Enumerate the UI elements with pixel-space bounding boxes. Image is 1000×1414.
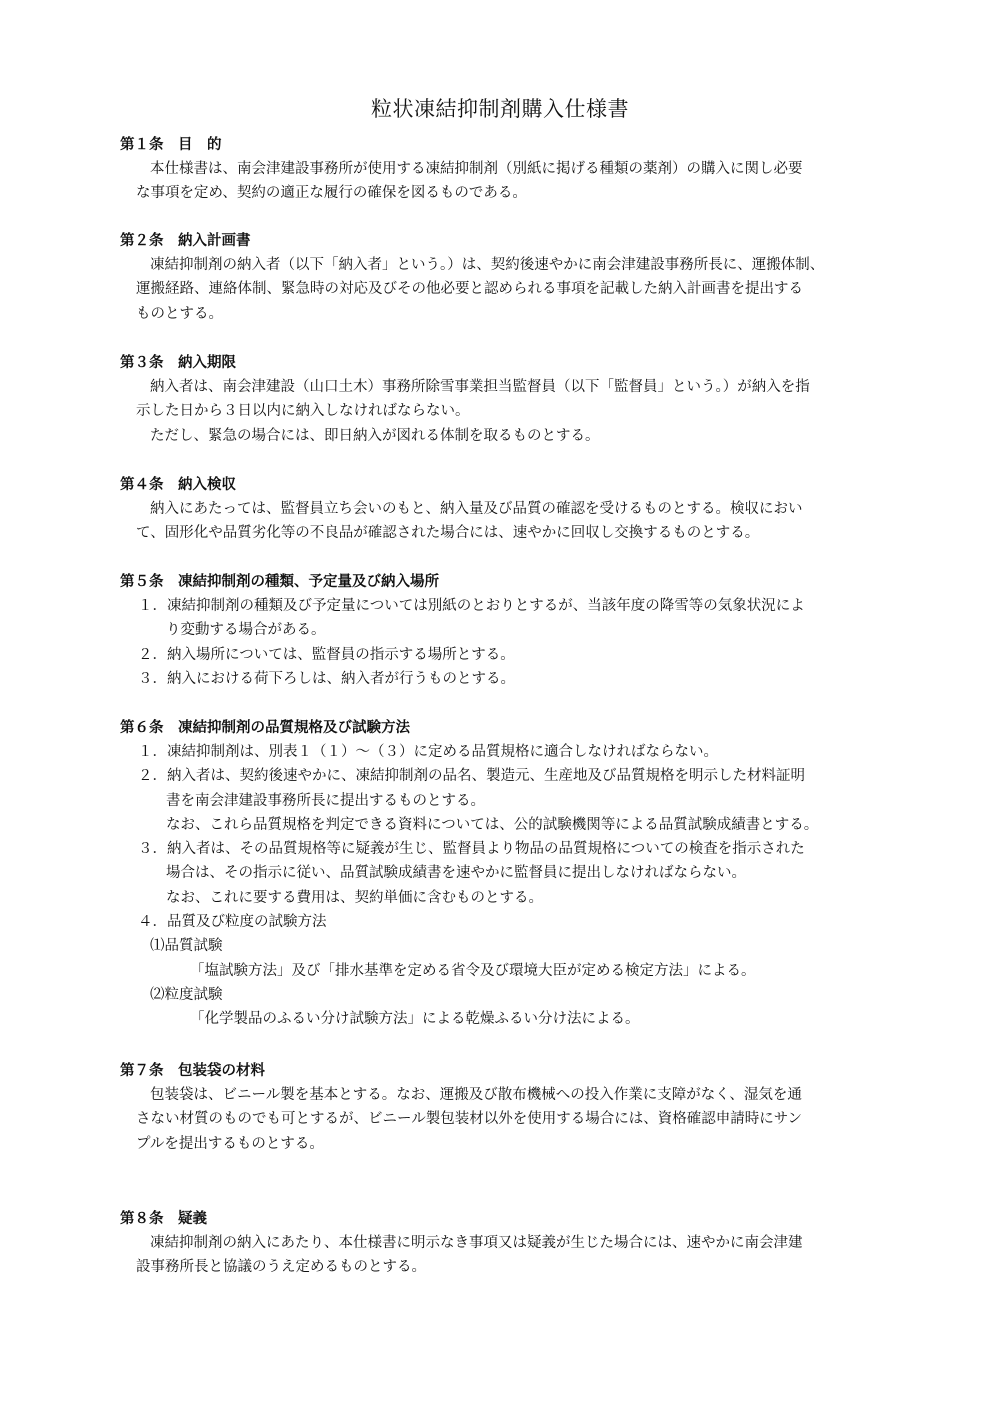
paragraph-line: ただし、緊急の場合には、即日納入が図れる体制を取るものとする。 xyxy=(150,427,600,444)
paragraph-line: り変動する場合がある。 xyxy=(166,622,326,639)
paragraph-line: 納入者は、南会津建設（山口土木）事務所除雪事業担当監督員（以下「監督員」という。）が納入を指 xyxy=(150,379,810,395)
article-7 xyxy=(120,1059,920,1156)
paragraph-line: なお、これに要する費用は、契約単価に含むものとする。 xyxy=(166,889,543,906)
article-heading: 第３条 納入期限 xyxy=(120,355,236,371)
paragraph-line: な事項を定め、契約の適正な履行の確保を図るものである。 xyxy=(136,185,527,202)
paragraph-line: なお、これら品質規格を判定できる資料については、公的試験機関等による品質試験成績書とする。 xyxy=(166,816,819,833)
paragraph-line: 凍結抑制剤の納入者（以下「納入者」という。）は、契約後速やかに南会津建設事務所長に、運搬体制、 xyxy=(150,257,825,273)
list-item: ３．納入者は、その品質規格等に疑義が生じ、監督員より物品の品質規格についての検査を指示された xyxy=(138,841,805,858)
paragraph-line: 示した日から３日以内に納入しなければならない。 xyxy=(136,403,470,420)
list-item: ３．納入における荷下ろしは、納入者が行うものとする。 xyxy=(138,670,515,687)
article-1 xyxy=(120,133,920,206)
list-item: ４．品質及び粒度の試験方法 xyxy=(138,914,327,931)
list-item: １．凍結抑制剤は、別表１（１）～（３）に定める品質規格に適合しなければならない。 xyxy=(138,744,718,760)
paragraph-line: ものとする。 xyxy=(136,305,223,322)
article-6 xyxy=(120,716,920,1032)
sub-item-heading: ⑵粒度試験 xyxy=(150,986,223,1003)
article-heading: 第６条 凍結抑制剤の品質規格及び試験方法 xyxy=(120,720,410,736)
article-heading: 第２条 納入計画書 xyxy=(120,233,251,249)
paragraph-line: 運搬経路、連絡体制、緊急時の対応及びその他必要と認められる事項を記載した納入計画書を提出する xyxy=(136,281,803,298)
article-2 xyxy=(120,229,920,326)
article-8 xyxy=(120,1207,920,1280)
article-3 xyxy=(120,351,920,448)
paragraph-line: プルを提出するものとする。 xyxy=(136,1135,324,1152)
paragraph-line: て、固形化や品質劣化等の不良品が確認された場合には、速やかに回収し交換するものとする。 xyxy=(136,525,760,542)
paragraph-line: 設事務所長と協議のうえ定めるものとする。 xyxy=(136,1259,426,1276)
article-heading: 第４条 納入検収 xyxy=(120,477,236,493)
paragraph-line: 「化学製品のふるい分け試験方法」による乾燥ふるい分け法による。 xyxy=(190,1011,640,1028)
article-heading: 第８条 疑義 xyxy=(120,1211,207,1227)
list-item: １．凍結抑制剤の種類及び予定量については別紙のとおりとするが、当該年度の降雪等の気象状況によ xyxy=(138,598,805,614)
list-item: ２．納入場所については、監督員の指示する場所とする。 xyxy=(138,646,515,663)
article-5 xyxy=(120,570,920,691)
document-title: 粒状凍結抑制剤購入仕様書 xyxy=(371,97,629,121)
paragraph-line: 包装袋は、ビニール製を基本とする。なお、運搬及び散布機械への投入作業に支障がなく、湿気を通 xyxy=(150,1087,802,1103)
paragraph-line: 納入にあたっては、監督員立ち会いのもと、納入量及び品質の確認を受けるものとする。検収におい xyxy=(150,501,803,517)
sub-item-heading: ⑴品質試験 xyxy=(150,938,223,955)
paragraph-line: 凍結抑制剤の納入にあたり、本仕様書に明示なき事項又は疑義が生じた場合には、速やかに南会津建 xyxy=(150,1235,803,1251)
article-4 xyxy=(120,473,920,546)
paragraph-line: 本仕様書は、南会津建設事務所が使用する凍結抑制剤（別紙に掲げる種類の薬剤）の購入に関し必要 xyxy=(150,161,803,177)
paragraph-line: さない材質のものでも可とするが、ビニール製包装材以外を使用する場合には、資格確認申請時にサン xyxy=(136,1111,802,1128)
list-item: ２．納入者は、契約後速やかに、凍結抑制剤の品名、製造元、生産地及び品質規格を明示した材料証明 xyxy=(138,768,805,785)
article-heading: 第５条 凍結抑制剤の種類、予定量及び納入場所 xyxy=(120,574,439,590)
paragraph-line: 場合は、その指示に従い、品質試験成績書を速やかに監督員に提出しなければならない。 xyxy=(166,865,746,882)
paragraph-line: 書を南会津建設事務所長に提出するものとする。 xyxy=(166,792,485,809)
paragraph-line: 「塩試験方法」及び「排水基準を定める省令及び環境大臣が定める検定方法」による。 xyxy=(190,962,756,979)
article-heading: 第７条 包装袋の材料 xyxy=(120,1063,265,1079)
article-heading: 第１条 目 的 xyxy=(120,137,222,153)
